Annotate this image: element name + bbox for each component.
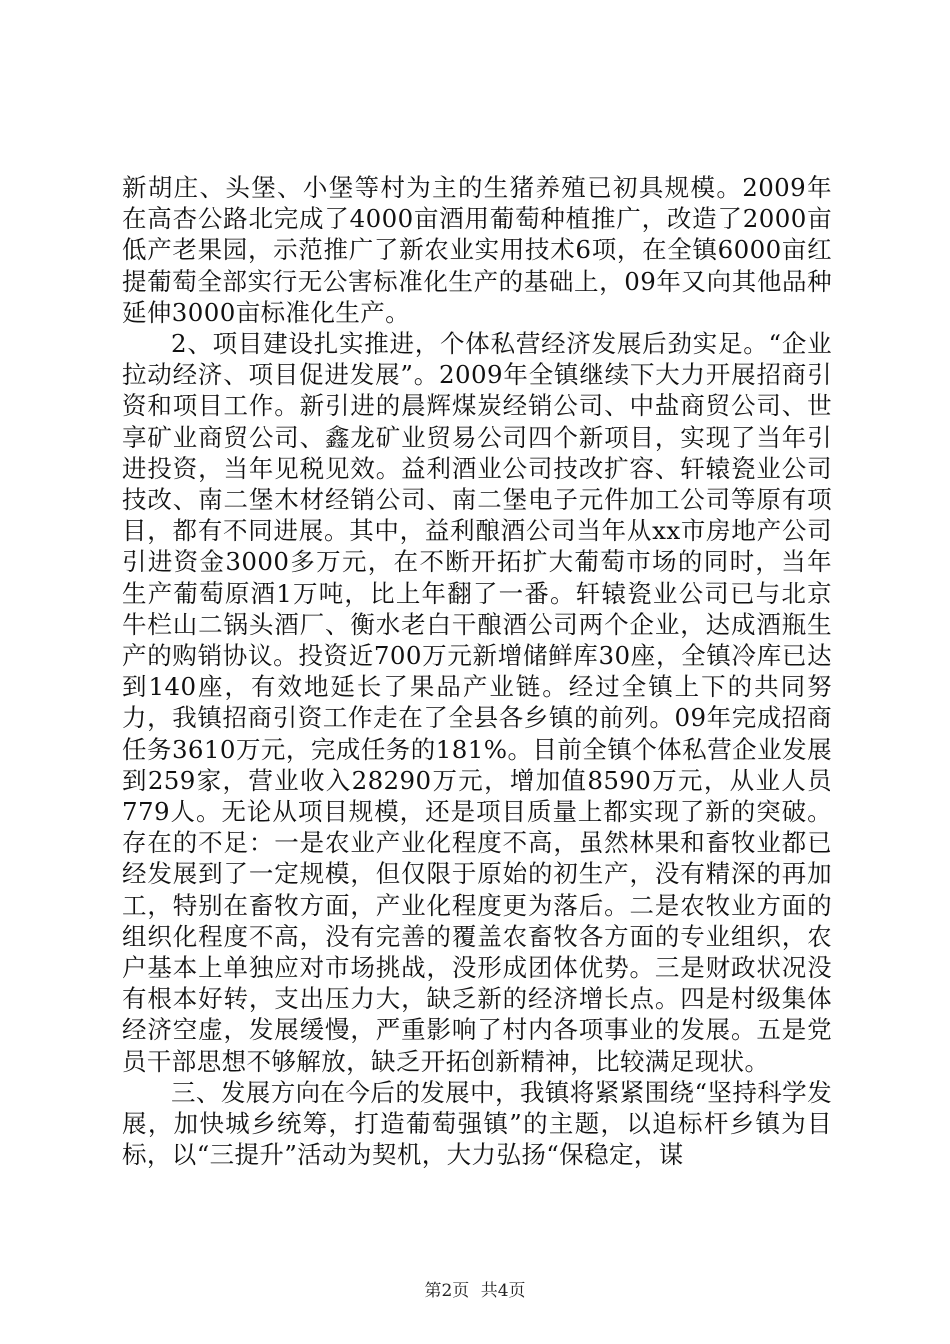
body-paragraph: 新胡庄、头堡、小堡等村为主的生猪养殖已初具规模。2009年在高杏公路北完成了4000亩酒用葡萄种植推广，改造了2000亩低产老果园，示范推广了新农业实用技术6项，在全镇6000亩红提葡萄全部实行无公害标准化生产的基础上，09年又向其他品种延伸3000亩标准化生产。 [122,173,832,327]
page-footer: 第2页 共4页 [424,1281,526,1301]
body-paragraph: 2、项目建设扎实推进，个体私营经济发展后劲实足。“企业拉动经济、项目促进发展”。2009年全镇继续下大力开展招商引资和项目工作。新引进的晨辉煤炭经销公司、中盐商贸公司、世享矿业商贸公司、鑫龙矿业贸易公司四个新项目，实现了当年引进投资，当年见税见效。益利酒业公司技改扩容、轩辕瓷业公司技改、南二堡木材经销公司、南二堡电子元件加工公司等原有项目，都有不同进展。其中，益利酿酒公司当年从xx市房地产公司引进资金3000多万元，在不断开拓扩大葡萄市场的同时，当年生产葡萄原酒1万吨，比上年翻了一番。轩辕瓷业公司已与北京牛栏山二锅头酒厂、衡水老白干酿酒公司两个企业，达成酒瓶生产的购销协议。投资近700万元新增储鲜库30座，全镇冷库已达到140座，有效地延长了果品产业链。经过全镇上下的共同努力，我镇招商引资工作走在了全县各乡镇的前列。09年完成招商任务3610万元，完成任务的181%。目前全镇个体私营企业发展到259家，营业收入28290万元，增加值8590万元，从业人员779人。无论从项目规模，还是项目质量上都实现了新的突破。存在的不足：一是农业产业化程度不高，虽然林果和畜牧业都已经发展到了一定规模，但仅限于原始的初生产，没有精深的再加工，特别在畜牧方面，产业化程度更为落后。二是农牧业方面的组织化程度不高，没有完善的覆盖农畜牧各方面的专业组织，农户基本上单独应对市场挑战，没形成团体优势。三是财政状况没有根本好转，支出压力大，缺乏新的经济增长点。四是村级集体经济空虚，发展缓慢，严重影响了村内各项事业的发展。五是党员干部思想不够解放，缺乏开拓创新精神，比较满足现状。 [122,329,832,1076]
body-paragraph: 三、发展方向在今后的发展中，我镇将紧紧围绕“坚持科学发展，加快城乡统筹，打造葡萄强镇”的主题，以追标杆乡镇为目标，以“三提升”活动为契机，大力弘扬“保稳定，谋 [122,1077,832,1170]
document-body [122,172,832,1171]
